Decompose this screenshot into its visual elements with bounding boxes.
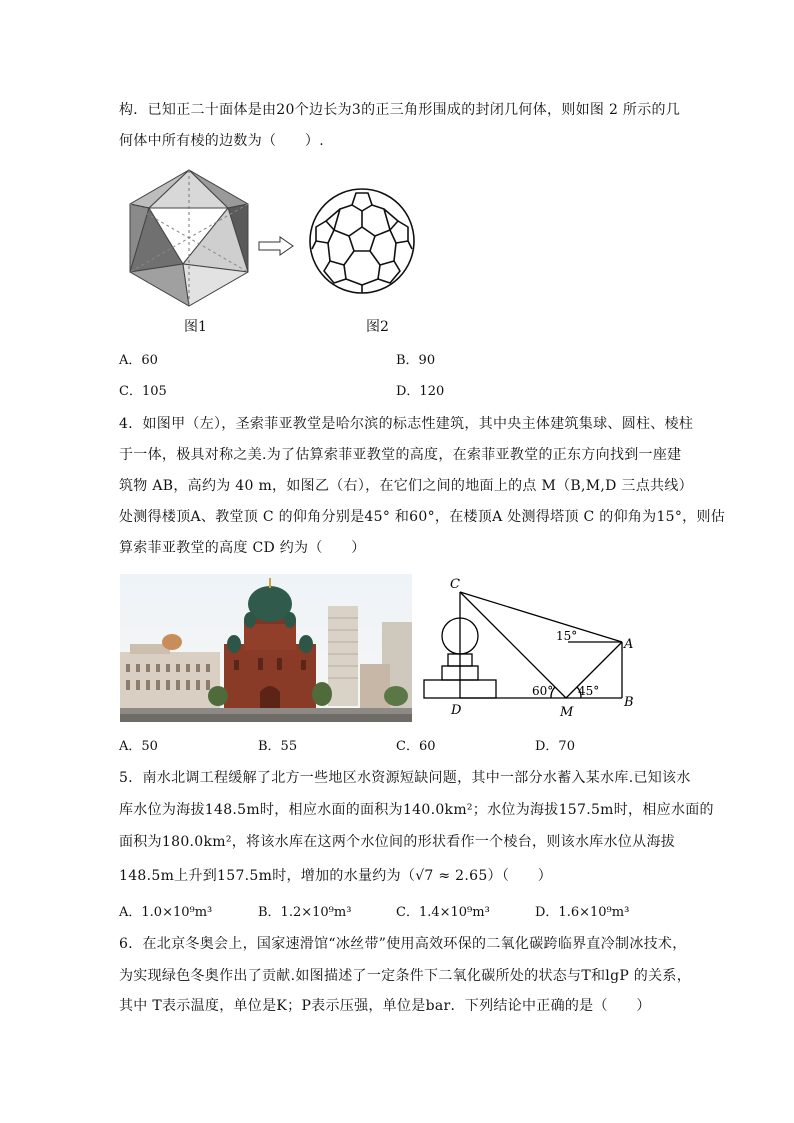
- label-b: B: [624, 695, 634, 710]
- arrow-right-icon: [258, 236, 294, 256]
- q3-option-d[interactable]: D．120: [396, 384, 445, 399]
- q4-option-a[interactable]: A．50: [119, 739, 158, 754]
- figure-2-caption: 图2: [366, 319, 389, 335]
- q4-line-3: 筑物 AB，高约为 40 m，如图乙（右），在它们之间的地面上的点 M（B,M,D 三点共线）: [119, 478, 693, 494]
- q6-line-1: 6．在北京冬奥会上，国家速滑馆“冰丝带”使用高效环保的二氧化碳跨临界直冷制冰技术，: [119, 936, 687, 952]
- q3-line-1: 构．已知正二十面体是由20个边长为3的正三角形围成的封闭几何体，则如图 2 所示的几: [119, 102, 681, 118]
- q6-line-2: 为实现绿色冬奥作出了贡献.如图描述了一定条件下二氧化碳所处的状态与T和lgP 的关系，: [119, 968, 691, 984]
- q5-line-1: 5．南水北调工程缓解了北方一些地区水资源短缺问题，其中一部分水蓄入某水库.已知该水: [119, 770, 691, 786]
- soccer-ball-figure: [308, 187, 416, 295]
- figure-1-caption: 图1: [184, 319, 207, 335]
- q4-option-d[interactable]: D．70: [535, 739, 575, 754]
- q5-option-c[interactable]: C．1.4×10⁹m³: [396, 905, 490, 920]
- q4-line-1: 4．如图甲（左），圣索菲亚教堂是哈尔滨的标志性建筑，其中央主体建筑集球、圆柱、棱柱: [119, 416, 694, 432]
- q5-line-4: 148.5m上升到157.5m时，增加的水量约为（√7 ≈ 2.65）（ ）: [119, 868, 553, 884]
- q4-line-4: 处测得楼顶A、教堂顶 C 的仰角分别是45° 和60°，在楼顶A 处测得塔顶 C 的仰角为15°，则估: [119, 509, 726, 525]
- q3-option-a[interactable]: A．60: [119, 353, 158, 368]
- q5-option-d[interactable]: D．1.6×10⁹m³: [535, 905, 630, 920]
- q4-option-b[interactable]: B．55: [258, 739, 298, 754]
- cathedral-photo: [120, 574, 412, 722]
- angle-45-label: 45°: [578, 684, 600, 698]
- q5-option-b[interactable]: B．1.2×10⁹m³: [258, 905, 352, 920]
- q5-line-3: 面积为180.0km²，将该水库在这两个水位间的形状看作一个棱台，则该水库水位从海拔: [119, 834, 676, 850]
- icosahedron-figure: [128, 168, 250, 308]
- label-d: D: [451, 703, 462, 718]
- q3-option-c[interactable]: C．105: [119, 384, 167, 399]
- label-c: C: [450, 577, 460, 592]
- q4-line-2: 于一体，极具对称之美.为了估算索菲亚教堂的高度，在索菲亚教堂的正东方向找到一座建: [119, 447, 682, 463]
- q4-option-c[interactable]: C．60: [396, 739, 436, 754]
- q3-option-b[interactable]: B．90: [396, 353, 436, 368]
- q5-option-a[interactable]: A．1.0×10⁹m³: [119, 905, 213, 920]
- q4-line-5: 算索菲亚教堂的高度 CD 约为（ ）: [119, 540, 366, 556]
- angle-60-label: 60°: [532, 684, 554, 698]
- q3-line-2: 何体中所有棱的边数为（ ）.: [119, 133, 324, 149]
- q6-line-3: 其中 T表示温度，单位是K；P表示压强，单位是bar．下列结论中正确的是（ ）: [119, 998, 651, 1014]
- angle-15-label: 15°: [556, 629, 578, 643]
- geometry-diagram: [420, 574, 638, 720]
- q5-line-2: 库水位为海拔148.5m时，相应水面的面积为140.0km²；水位为海拔157.5m时，相应水面的: [119, 802, 714, 818]
- label-a: A: [624, 637, 634, 652]
- label-m: M: [560, 705, 574, 720]
